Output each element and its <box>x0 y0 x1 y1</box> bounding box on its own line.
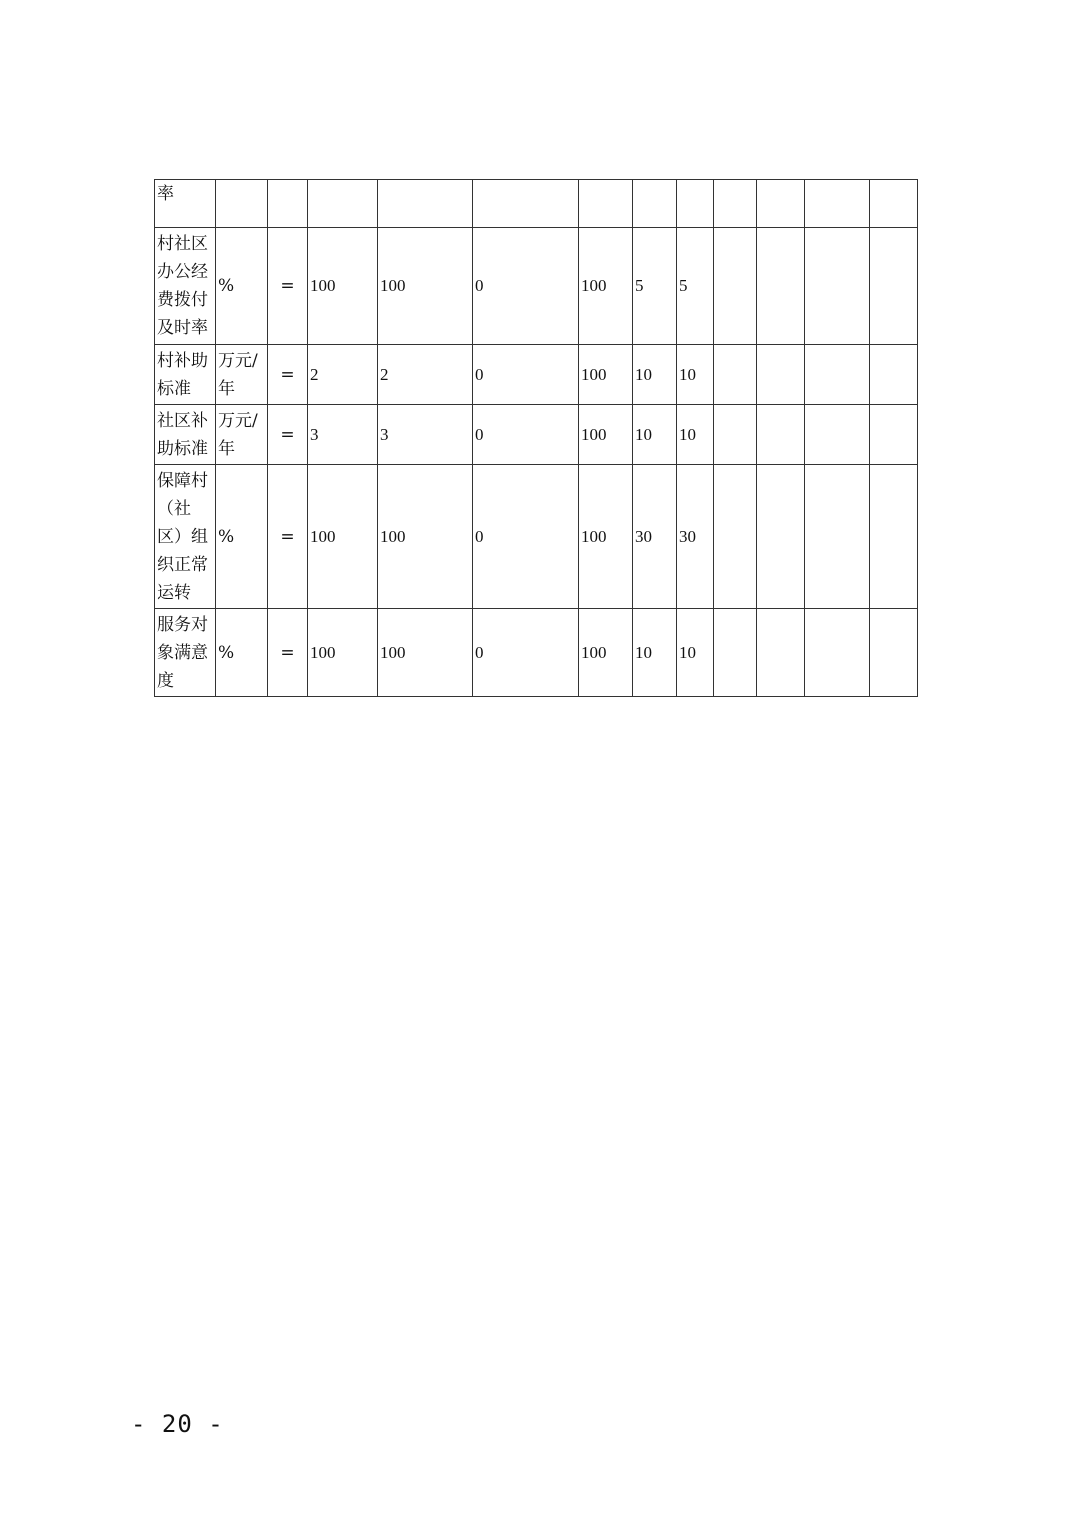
value-cell: 100 <box>579 228 633 345</box>
value-cell: 0 <box>473 405 579 465</box>
empty-cell <box>870 180 918 228</box>
operator-cell: = <box>268 228 308 345</box>
value-cell: 5 <box>677 228 714 345</box>
empty-cell <box>805 180 870 228</box>
value-cell <box>677 180 714 228</box>
value-cell: 10 <box>633 609 677 697</box>
empty-cell <box>870 465 918 609</box>
empty-cell <box>757 180 805 228</box>
value-cell <box>579 180 633 228</box>
value-cell: 2 <box>378 345 473 405</box>
value-cell: 0 <box>473 228 579 345</box>
indicator-name-cell: 村补助标准 <box>155 345 216 405</box>
value-cell: 10 <box>677 609 714 697</box>
page-number: - 20 - <box>131 1410 224 1438</box>
empty-cell <box>757 465 805 609</box>
empty-cell <box>805 465 870 609</box>
value-cell: 10 <box>633 405 677 465</box>
empty-cell <box>870 405 918 465</box>
empty-cell <box>805 345 870 405</box>
value-cell: 100 <box>579 465 633 609</box>
operator-cell: = <box>268 405 308 465</box>
indicator-name-cell: 服务对象满意度 <box>155 609 216 697</box>
empty-cell <box>805 609 870 697</box>
value-cell: 100 <box>308 465 378 609</box>
empty-cell <box>714 228 757 345</box>
value-cell: 10 <box>677 345 714 405</box>
empty-cell <box>757 228 805 345</box>
table-row <box>155 405 918 465</box>
performance-indicator-table <box>154 179 918 697</box>
value-cell: 100 <box>579 345 633 405</box>
indicator-name-cell: 社区补助标准 <box>155 405 216 465</box>
empty-cell <box>714 465 757 609</box>
value-cell: 100 <box>308 609 378 697</box>
value-cell: 3 <box>378 405 473 465</box>
indicator-table-region <box>154 179 918 697</box>
unit-cell <box>216 180 268 228</box>
unit-cell: 万元/年 <box>216 345 268 405</box>
indicator-name-cell: 率 <box>155 180 216 228</box>
indicator-name-cell: 村社区办公经费拨付及时率 <box>155 228 216 345</box>
unit-cell: % <box>216 609 268 697</box>
operator-cell: = <box>268 465 308 609</box>
value-cell <box>633 180 677 228</box>
value-cell: 0 <box>473 465 579 609</box>
value-cell: 30 <box>677 465 714 609</box>
operator-cell <box>268 180 308 228</box>
value-cell: 0 <box>473 609 579 697</box>
indicator-name-cell: 保障村（社区）组织正常运转 <box>155 465 216 609</box>
operator-cell: = <box>268 609 308 697</box>
value-cell: 2 <box>308 345 378 405</box>
empty-cell <box>870 345 918 405</box>
value-cell: 10 <box>677 405 714 465</box>
value-cell: 100 <box>579 609 633 697</box>
empty-cell <box>714 345 757 405</box>
table-row <box>155 180 918 228</box>
value-cell <box>473 180 579 228</box>
value-cell: 100 <box>378 228 473 345</box>
value-cell: 100 <box>579 405 633 465</box>
empty-cell <box>870 609 918 697</box>
value-cell: 5 <box>633 228 677 345</box>
empty-cell <box>714 180 757 228</box>
empty-cell <box>757 345 805 405</box>
empty-cell <box>870 228 918 345</box>
value-cell: 3 <box>308 405 378 465</box>
value-cell: 100 <box>378 609 473 697</box>
value-cell <box>378 180 473 228</box>
operator-cell: = <box>268 345 308 405</box>
empty-cell <box>805 405 870 465</box>
value-cell: 30 <box>633 465 677 609</box>
empty-cell <box>757 609 805 697</box>
value-cell: 0 <box>473 345 579 405</box>
value-cell <box>308 180 378 228</box>
unit-cell: 万元/年 <box>216 405 268 465</box>
empty-cell <box>714 405 757 465</box>
value-cell: 100 <box>378 465 473 609</box>
table-row <box>155 465 918 609</box>
table-row <box>155 228 918 345</box>
table-row <box>155 609 918 697</box>
empty-cell <box>714 609 757 697</box>
value-cell: 100 <box>308 228 378 345</box>
empty-cell <box>805 228 870 345</box>
unit-cell: % <box>216 228 268 345</box>
value-cell: 10 <box>633 345 677 405</box>
table-row <box>155 345 918 405</box>
unit-cell: % <box>216 465 268 609</box>
empty-cell <box>757 405 805 465</box>
